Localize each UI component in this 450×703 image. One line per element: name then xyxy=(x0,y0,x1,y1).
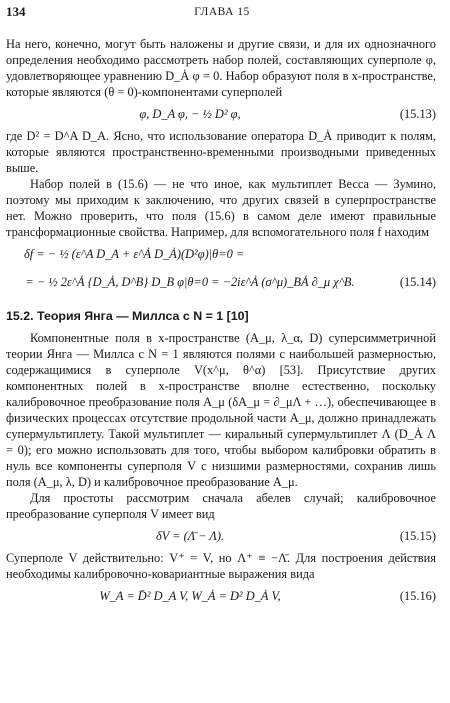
equation-15-16-math: W_A = D̄² D_A V, W_Ȧ = D² D_Ȧ V, xyxy=(99,589,281,603)
equation-15-14-line-1 xyxy=(6,240,436,268)
equation-15-13-math: φ, D_A φ, − ½ D² φ, xyxy=(139,107,241,121)
equation-15-15 xyxy=(6,522,436,550)
paragraph-6: Суперполе V действительно: V⁺ = V, но Λ⁺ ≡ −Λ̄. Для построения действия необходимы калибровочно-ковариантные выражения вида xyxy=(6,551,436,581)
paragraph-1: На него, конечно, могут быть наложены и другие связи, и для их однозначного определения необходимо рассмотреть набор полей, составляющих суперполе φ, удовлетворяющее уравнению D_Ȧ φ = 0. Набор образуют поля в x-пространстве, которые являются (θ = 0)-компонентами суперполей xyxy=(6,37,436,99)
page-number: 134 xyxy=(6,4,26,19)
equation-15-13 xyxy=(6,100,436,128)
equation-15-14-line-2 xyxy=(6,268,436,296)
equation-15-14-math-2: = − ½ 2ε^Ȧ {D_Ȧ, D^B} D_B φ|θ=0 = −2iε^Ȧ (σ^μ)_BȦ ∂_μ χ^B. xyxy=(25,275,355,289)
equation-15-14-math-1: δf = − ½ (ε^A D_A + ε^Ȧ D_Ȧ)(D²φ)|θ=0 = xyxy=(24,247,245,261)
page-header xyxy=(6,4,438,20)
section-title: 15.2. Теория Янга — Миллса с N = 1 [10] xyxy=(6,309,249,323)
running-title: ГЛАВА 15 xyxy=(194,6,250,18)
equation-15-15-number: (15.15) xyxy=(399,529,436,543)
paragraph-5: Для простоты рассмотрим сначала абелев случай; калибровочное преобразование суперполя V имеет вид xyxy=(6,491,436,521)
page-body xyxy=(6,36,436,610)
equation-15-13-number: (15.13) xyxy=(399,107,436,121)
equation-15-16-number: (15.16) xyxy=(399,589,436,603)
equation-15-16 xyxy=(6,582,436,610)
paragraph-2: где D² = D^A D_A. Ясно, что использование оператора D_Ȧ приводит к полям, которые являются пространственно-временными производными приведенных выше. xyxy=(6,129,436,175)
paragraph-3: Набор полей в (15.6) — не что иное, как мультиплет Весса — Зумино, поэтому мы приходим к заключению, что других связей в суперпространстве нет. Можно проверить, что поля (15.6) в самом деле имеют правильные трансформационные свойства. Например, для вспомогательного поля f находим xyxy=(6,177,436,239)
equation-15-14-number: (15.14) xyxy=(399,275,436,289)
equation-15-15-math: δV = (Λ̄ − Λ). xyxy=(155,529,225,543)
paragraph-4: Компонентные поля в x-пространстве (A_μ, λ_α, D) суперсимметричной теории Янга — Миллса с N = 1 являются полями с наибольшей размерностью, содержащимися в суперполе V(x^μ, θ^α) [53]. Присутствие других компонентных полей в x-пространстве вполне естественно, поскольку калибровочное преобразование поля A_μ (δA_μ = ∂_μΛ + …), обеспечивающее в физических процессах отсутствие продольной части A_μ, должно принадлежать супермультиплету. Такой мультиплет — киральный супермультиплет Λ (D_Ȧ Λ = 0); его можно использовать для того, чтобы выбором калибровки обратить в нуль все компоненты суперполя V с низшими размерностями, сохранив лишь поля (A_μ, λ, D) и калибровочное преобразование A_μ. xyxy=(6,331,436,489)
